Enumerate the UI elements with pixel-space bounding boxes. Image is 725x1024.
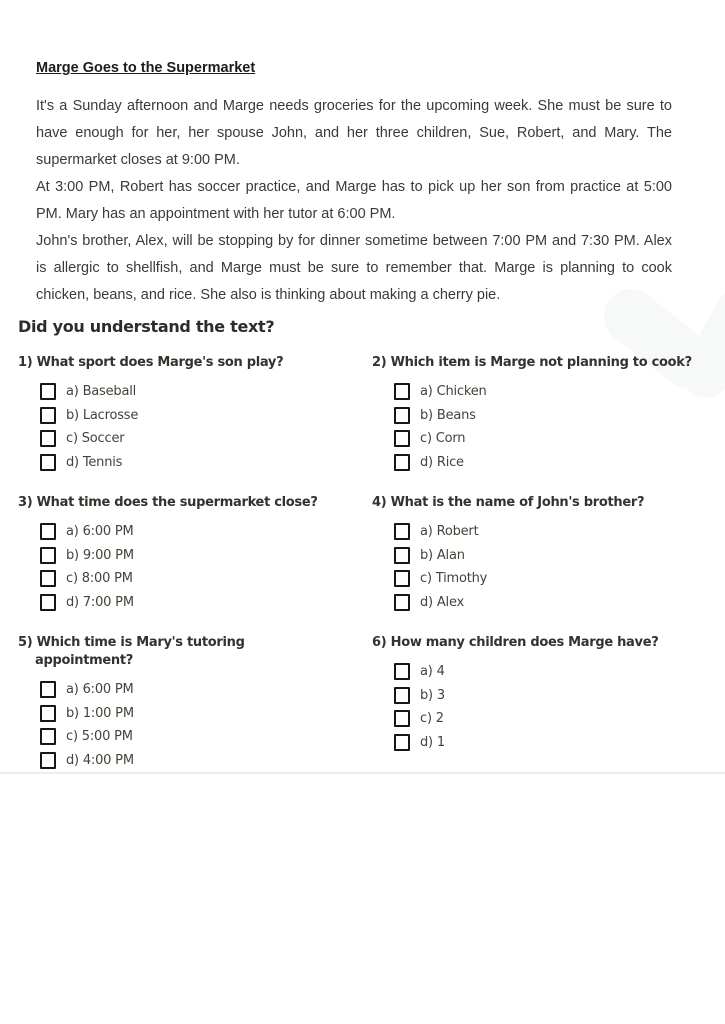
option-label: a) 6:00 PM bbox=[66, 682, 134, 697]
option-label: c) 5:00 PM bbox=[66, 729, 133, 744]
question-text: 2) Which item is Marge not planning to cook? bbox=[372, 355, 692, 370]
question-text: 1) What sport does Marge's son play? bbox=[18, 355, 284, 370]
option-row bbox=[40, 523, 318, 540]
option-label: c) Soccer bbox=[66, 431, 125, 446]
option-row bbox=[394, 383, 692, 400]
option-label: a) Baseball bbox=[66, 384, 137, 399]
q6-option-b-checkbox[interactable] bbox=[394, 687, 410, 704]
question-2 bbox=[372, 354, 692, 471]
q2-option-b-checkbox[interactable] bbox=[394, 407, 410, 424]
option-row bbox=[40, 407, 283, 424]
question-text: 5) Which time is Mary's tutoring appointment? bbox=[18, 635, 245, 668]
options-list bbox=[18, 523, 318, 611]
option-row bbox=[394, 430, 692, 447]
question-1 bbox=[18, 354, 283, 471]
q3-option-a-checkbox[interactable] bbox=[40, 523, 56, 540]
q1-option-c-checkbox[interactable] bbox=[40, 430, 56, 447]
option-label: d) 1 bbox=[420, 734, 445, 750]
option-row bbox=[394, 687, 658, 704]
q6-option-c-checkbox[interactable] bbox=[394, 710, 410, 727]
question-4 bbox=[372, 494, 644, 611]
option-label: d) 4:00 PM bbox=[66, 752, 134, 768]
q5-option-a-checkbox[interactable] bbox=[40, 681, 56, 698]
q5-option-b-checkbox[interactable] bbox=[40, 705, 56, 722]
q1-option-a-checkbox[interactable] bbox=[40, 383, 56, 400]
options-list bbox=[18, 681, 277, 769]
option-label: a) 6:00 PM bbox=[66, 524, 134, 539]
q5-option-c-checkbox[interactable] bbox=[40, 728, 56, 745]
q6-option-a-checkbox[interactable] bbox=[394, 663, 410, 680]
option-label: b) 9:00 PM bbox=[66, 547, 134, 563]
option-label: c) Timothy bbox=[420, 571, 488, 586]
q4-option-a-checkbox[interactable] bbox=[394, 523, 410, 540]
option-row bbox=[40, 705, 277, 722]
q3-option-d-checkbox[interactable] bbox=[40, 594, 56, 611]
page-break-divider bbox=[0, 772, 725, 774]
question-text: 3) What time does the supermarket close? bbox=[18, 495, 318, 510]
option-row bbox=[394, 570, 644, 587]
option-label: d) 7:00 PM bbox=[66, 594, 134, 610]
option-label: a) Robert bbox=[420, 524, 479, 539]
option-row bbox=[394, 734, 658, 751]
question-5 bbox=[18, 634, 277, 769]
q4-option-c-checkbox[interactable] bbox=[394, 570, 410, 587]
q2-option-d-checkbox[interactable] bbox=[394, 454, 410, 471]
options-list bbox=[372, 383, 692, 471]
options-list bbox=[372, 523, 644, 611]
option-row bbox=[40, 430, 283, 447]
option-label: b) Alan bbox=[420, 547, 465, 563]
q4-option-b-checkbox[interactable] bbox=[394, 547, 410, 564]
question-6 bbox=[372, 634, 658, 751]
option-row bbox=[40, 681, 277, 698]
option-label: b) Beans bbox=[420, 407, 476, 423]
option-label: b) 3 bbox=[420, 687, 445, 703]
option-row bbox=[40, 454, 283, 471]
passage-paragraph: At 3:00 PM, Robert has soccer practice, and Marge has to pick up her son from practice at 5:00 PM. Mary has an appointment with her tutor at 6:00 PM. bbox=[36, 179, 672, 222]
option-label: b) 1:00 PM bbox=[66, 705, 134, 721]
option-row bbox=[40, 547, 318, 564]
option-row bbox=[40, 728, 277, 745]
q1-option-b-checkbox[interactable] bbox=[40, 407, 56, 424]
page-title: Marge Goes to the Supermarket bbox=[36, 60, 256, 76]
option-label: a) 4 bbox=[420, 664, 445, 679]
question-text: 4) What is the name of John's brother? bbox=[372, 495, 645, 510]
option-row bbox=[394, 547, 644, 564]
q1-option-d-checkbox[interactable] bbox=[40, 454, 56, 471]
option-row bbox=[40, 752, 277, 769]
option-row bbox=[394, 523, 644, 540]
q3-option-b-checkbox[interactable] bbox=[40, 547, 56, 564]
question-3 bbox=[18, 494, 318, 611]
question-text: 6) How many children does Marge have? bbox=[372, 635, 659, 650]
option-label: d) Alex bbox=[420, 594, 465, 610]
option-row bbox=[40, 570, 318, 587]
option-row bbox=[40, 383, 283, 400]
option-label: b) Lacrosse bbox=[66, 407, 139, 423]
option-row bbox=[394, 407, 692, 424]
option-row bbox=[394, 710, 658, 727]
q6-option-d-checkbox[interactable] bbox=[394, 734, 410, 751]
option-row bbox=[394, 663, 658, 680]
q2-option-a-checkbox[interactable] bbox=[394, 383, 410, 400]
option-row bbox=[394, 454, 692, 471]
reading-passage bbox=[36, 93, 672, 309]
option-row bbox=[394, 594, 644, 611]
q4-option-d-checkbox[interactable] bbox=[394, 594, 410, 611]
option-label: d) Tennis bbox=[66, 454, 123, 470]
options-list bbox=[18, 383, 283, 471]
option-label: a) Chicken bbox=[420, 384, 487, 399]
option-row bbox=[40, 594, 318, 611]
option-label: c) 2 bbox=[420, 711, 444, 726]
option-label: c) Corn bbox=[420, 431, 466, 446]
passage-paragraph: It's a Sunday afternoon and Marge needs groceries for the upcoming week. She must be sure to have enough for her, her spouse John, and her three children, Sue, Robert, and Mary. The supermarket closes at 9:00 PM. bbox=[36, 98, 672, 168]
passage-paragraph: John's brother, Alex, will be stopping by for dinner sometime between 7:00 PM and 7:30 PM. Alex is allergic to shellfish, and Marge must be sure to remember that. Marge is planning to cook chicken, beans, and rice. She also is thinking about making a cherry pie. bbox=[36, 233, 672, 303]
quiz-section-heading: Did you understand the text? bbox=[18, 317, 275, 336]
option-label: c) 8:00 PM bbox=[66, 571, 133, 586]
q5-option-d-checkbox[interactable] bbox=[40, 752, 56, 769]
q3-option-c-checkbox[interactable] bbox=[40, 570, 56, 587]
q2-option-c-checkbox[interactable] bbox=[394, 430, 410, 447]
options-list bbox=[372, 663, 658, 751]
option-label: d) Rice bbox=[420, 454, 464, 470]
